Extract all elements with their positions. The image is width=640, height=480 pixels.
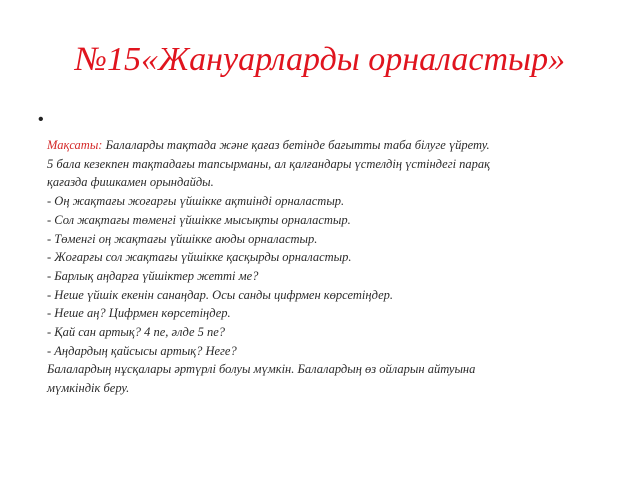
question-line: - Барлық аңдарға үйшіктер жетті ме? — [47, 268, 259, 283]
slide-title: №15«Жануарларды орналастыр» — [74, 41, 566, 78]
question-line: - Аңдардың қайсысы артық? Неге? — [47, 343, 237, 358]
instruction-line: - Төменгі оң жақтағы үйшікке аюды орналастыр. — [47, 231, 318, 246]
note-line: мүмкіндік беру. — [47, 381, 130, 396]
instruction-line: - Сол жақтағы төменгі үйшікке мысықты орналастыр. — [47, 212, 351, 227]
body-line: қағазда фишкамен орындайды. — [47, 175, 214, 190]
purpose-label: Мақсаты: — [47, 138, 103, 152]
instruction-line: - Жоғарғы сол жақтағы үйшікке қасқырды орналастыр. — [47, 250, 352, 265]
body-line: 5 бала кезекпен тақтадағы тапсырманы, ал қалғандары үстелдің үстіндегі парақ — [47, 156, 491, 171]
question-line: - Неше үйшік екенін санаңдар. Осы санды цифрмен көрсетіңдер. — [47, 287, 394, 302]
question-line: - Неше аң? Цифрмен көрсетіңдер. — [47, 306, 231, 321]
question-line: - Қай сан артық? 4 пе, әлде 5 пе? — [47, 325, 226, 340]
purpose-line — [47, 136, 622, 155]
instruction-line: - Оң жақтағы жоғарғы үйшікке ақтиінді орналастыр. — [47, 194, 345, 209]
bullet-marker: • — [38, 111, 44, 128]
purpose-text: Балаларды тақтада және қағаз бетінде бағытты таба білуге үйрету. — [102, 138, 490, 152]
slide-body — [47, 136, 622, 398]
note-line: Балалардың нұсқалары әртүрлі болуы мүмкін. Балалардың өз ойларын айтуына — [47, 362, 476, 377]
